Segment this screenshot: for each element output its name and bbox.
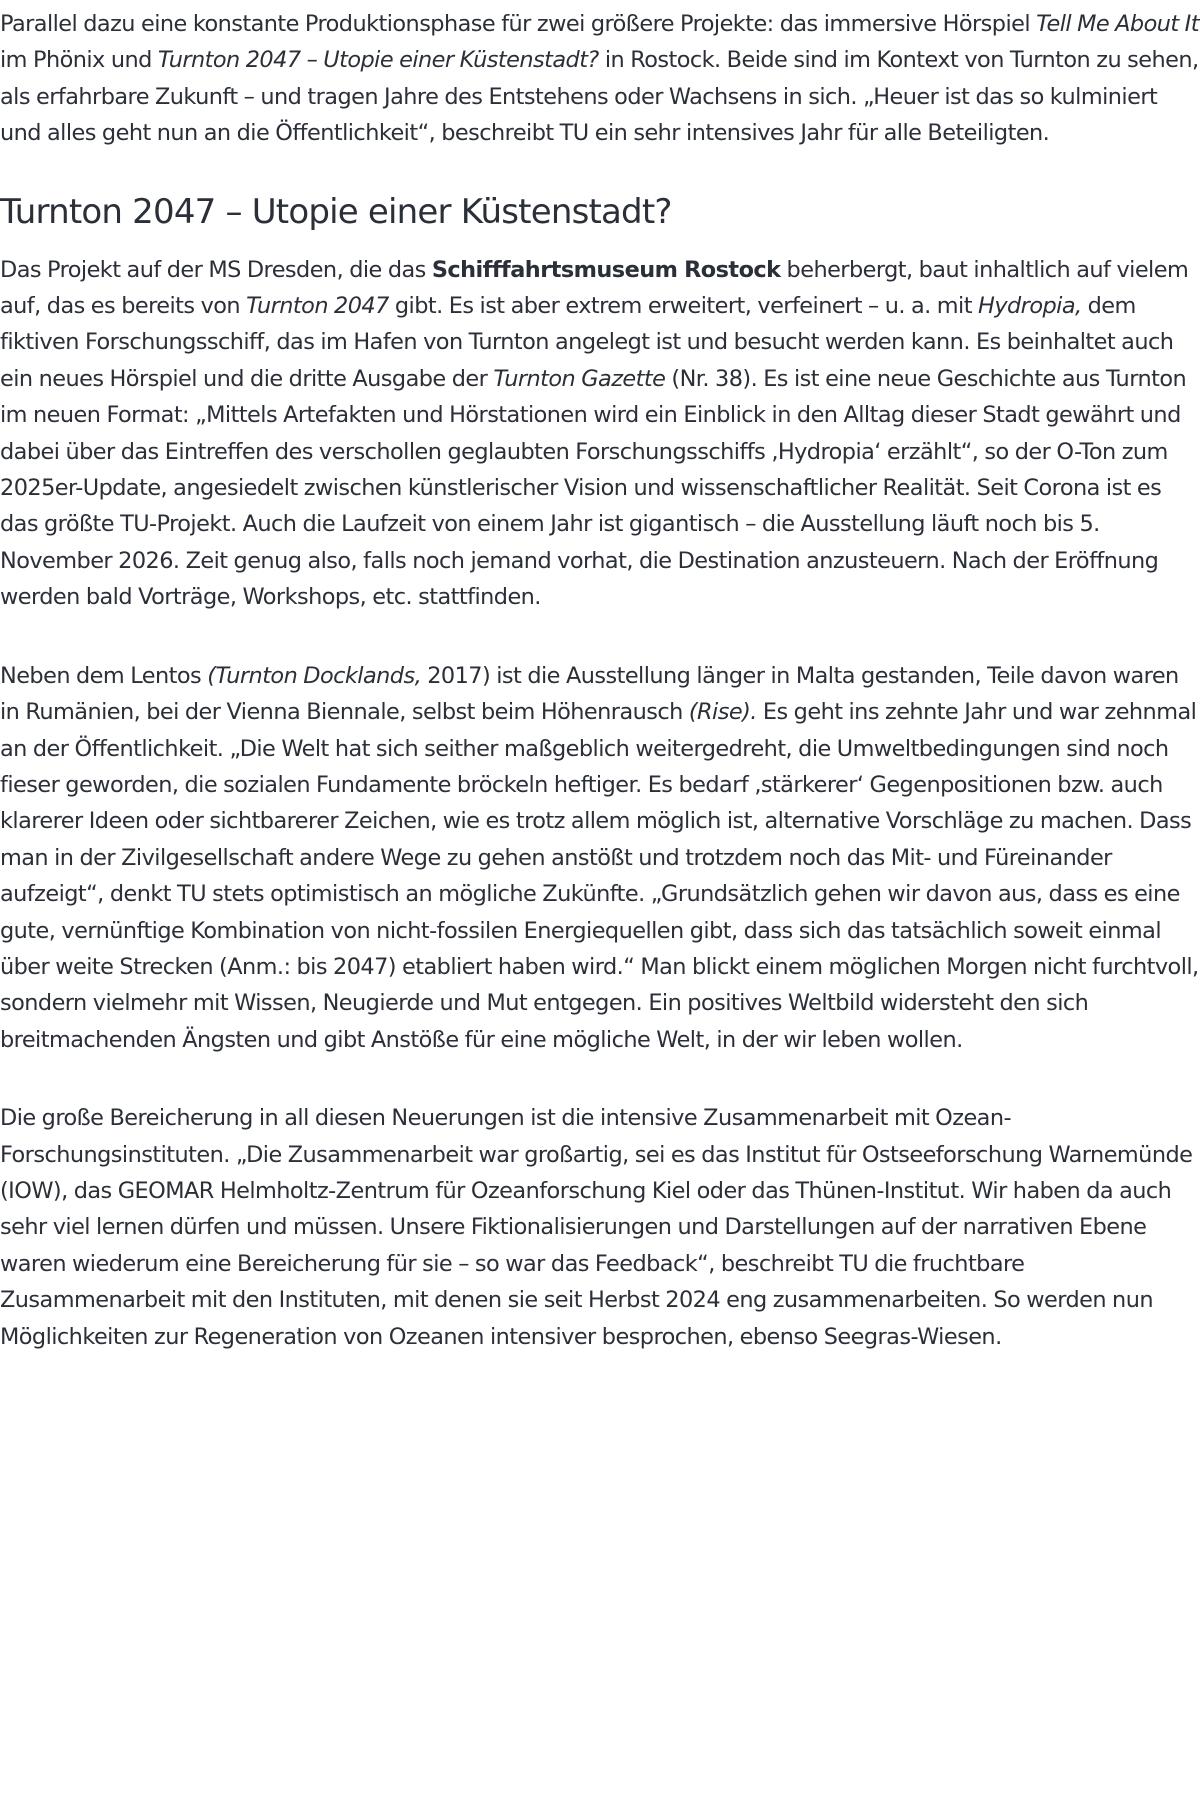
paragraph-text: Neben dem Lentos (0, 662, 208, 689)
paragraph-text: dem fiktiven Forschungsschiff, das im Hafen von Turnton angelegt ist und besucht werden kann. Es beinhaltet auch ein neues Hörspiel und die dritte Ausgabe der (0, 293, 1174, 392)
title-turnton-2047: Turnton 2047 (246, 293, 389, 320)
intro-text: in Rostock. Beide sind im Kontext von Turnton zu sehen, als erfahrbare Zukunft – und tragen Jahre des Entstehens oder Wachsens in sich. „Heuer ist das so kulminiert und alles geht nun an die Öffentlichkeit“, beschreibt TU ein sehr intensives Jahr für alle Beteiligten. (0, 47, 1199, 147)
paragraph-text: 2017) ist die Ausstellung länger in Malta gestanden, Teile davon waren in Rumänien, bei der Vienna Biennale, selbst beim Höhenrausch (0, 662, 1179, 726)
paragraph-text: beherbergt, baut inhaltlich auf vielem auf, das es bereits von (0, 256, 1189, 320)
paragraph-text: gibt. Es ist aber extrem erweitert, verfeinert – u. a. mit (388, 293, 979, 320)
title-turnton-gazette: Turnton Gazette (493, 365, 666, 392)
title-tell-me-about-it: Tell Me About It (1036, 11, 1199, 37)
paragraph-text: Die große Bereicherung in all diesen Neuerungen ist die intensive Zusammenarbeit mit Ozean-Forschungsinstituten. „Die Zusammenarbeit war großartig, sei es das Institut für Ostseeforschung Warnemünde (IOW), das GEOMAR Helmholtz-Zentrum für Ozeanforschung Kiel oder das Thünen-Institut. Wir haben da auch sehr viel lernen dürfen und müssen. Unsere Fiktionalisierungen und Darstellungen auf der narrativen Ebene waren wiederum eine Bereicherung für sie – so war das Feedback“, beschreibt TU die fruchtbare Zusammenarbeit mit den Instituten, mit denen sie seit Herbst 2024 eng zusammenarbeiten. So werden nun Möglichkeiten zur Regeneration von Ozeanen intensiver besprochen, ebenso Seegras-Wiesen. (0, 1105, 1193, 1350)
section-heading: Turnton 2047 – Utopie einer Küstenstadt? (0, 191, 672, 232)
intro-paragraph (0, 0, 1200, 152)
paragraph-text: (Nr. 38). Es ist eine neue Geschichte aus Turnton im neuen Format: „Mittels Artefakten und Hörstationen wird ein Einblick in den Alltag dieser Stadt gewährt und dabei über das Eintreffen des verschollen geglaubten Forschungsschiffs ‚Hydropia‘ erzählt“, so der O-Ton zum 2025er-Update, angesiedelt zwischen künstlerischer Vision und wissenschaftlicher Realität. Seit Corona ist es das größte TU-Projekt. Auch die Laufzeit von einem Jahr ist gigantisch – die Ausstellung läuft noch bis 5. November 2026. Zeit genug also, falls noch jemand vorhat, die Destination anzusteuern. Nach der Eröffnung werden bald Vorträge, Workshops, etc. stattfinden. (0, 365, 1187, 611)
intro-text: im Phönix und (0, 47, 158, 74)
intro-text: Parallel dazu eine konstante Produktionsphase für zwei größere Projekte: das immersive Hörspiel (0, 11, 1037, 37)
paragraph-lentos (0, 652, 1200, 1058)
schifffahrtsmuseum-link[interactable]: Schifffahrtsmuseum Rostock (431, 256, 781, 283)
paragraph-research-institutes (0, 1094, 1200, 1355)
paragraph-text: Es geht ins zehnte Jahr und war zehnmal an der Öffentlichkeit. „Die Welt hat sich seither maßgeblich weitergedreht, die Umweltbedingungen sind noch fieser geworden, die sozialen Fundamente bröckeln heftiger. Es bedarf ‚stärkerer‘ Gegenpositionen bzw. auch klarerer Ideen oder sichtbarerer Zeichen, wie es trotz allem möglich ist, alternative Vorschläge zu machen. Dass man in der Zivilgesellschaft andere Wege zu gehen anstößt und trotzdem noch das Mit- und Füreinander aufzeigt“, denkt TU stets optimistisch an mögliche Zukünfte. „Grundsätzlich gehen wir davon aus, dass es eine gute, vernünftige Kombination von nicht-fossilen Energiequellen gibt, dass sich das tatsächlich soweit einmal über weite Strecken (Anm.: bis 2047) etabliert haben wird.“ Man blickt einem möglichen Morgen nicht furchtvoll, sondern vielmehr mit Wissen, Neugierde und Mut entgegen. Ein positives Weltbild widersteht den sich breitmachenden Ängsten und gibt Anstöße für eine mögliche Welt, in der wir leben wollen. (0, 699, 1199, 1053)
title-rise: (Rise). (688, 699, 757, 726)
paragraph-ms-dresden (0, 246, 1200, 616)
paragraph-text: Das Projekt auf der MS Dresden, die das (0, 256, 432, 283)
title-turnton-2047: Turnton 2047 – Utopie einer Küstenstadt? (157, 47, 599, 74)
title-turnton-docklands: (Turnton Docklands, (207, 662, 422, 689)
title-hydropia: Hydropia, (978, 293, 1082, 320)
